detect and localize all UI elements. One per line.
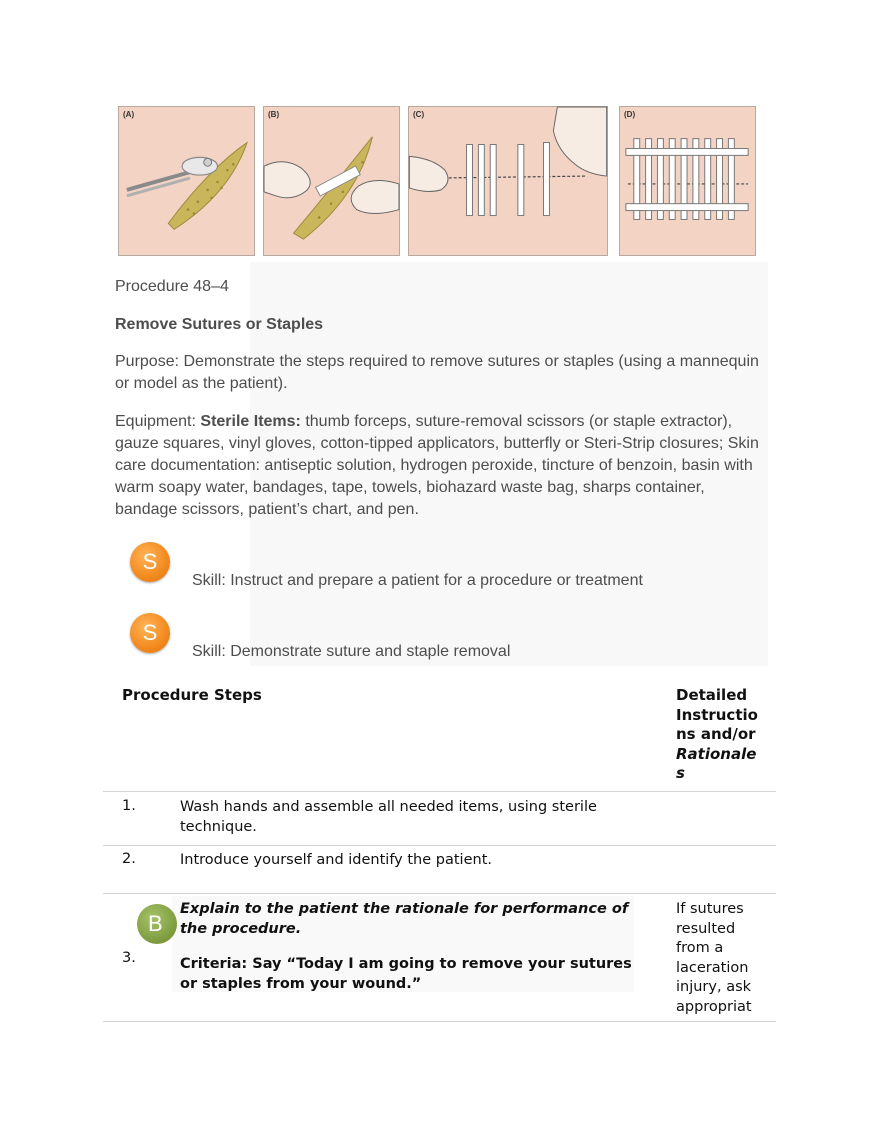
step-detail [676,900,766,1017]
figure-panel-b [263,106,400,256]
hands-applying-strip-icon [264,107,399,255]
step-line: Wash hands and assemble all needed items, using sterile [180,799,597,815]
step-number: 2. [122,851,136,867]
behavior-icon [137,904,161,944]
detail-line: injury, ask [676,979,752,995]
row-divider [103,1021,776,1022]
step-number: 3. [122,950,136,966]
equipment-prefix: Equipment: [115,413,201,430]
row-divider [103,845,776,846]
header-line: s [676,764,685,782]
equipment-list: thumb forceps, suture-removal scissors (or staple extractor), gauze squares, vinyl gloves, cotton-tipped applicators, butterfly or Steri-Strip closures; Skin care documentation: antiseptic solution, hydrogen peroxide, tincture of benzoin, basin with warm soapy water, bandages, tape, towels, biohazard waste bag, sharps container, bandage scissors, patient’s chart, and pen. [115,413,759,518]
step-text [180,851,632,871]
figure-label-c: (C) [413,110,425,119]
detail-line: laceration [676,959,749,976]
step-text [180,900,632,939]
row-divider [103,893,776,894]
step-line: the procedure. [180,920,302,937]
figure-label-b: (B) [268,110,280,119]
detail-line: If sutures [676,901,744,917]
header-line: Instructio [676,705,758,724]
detail-line: appropriat [676,998,752,1015]
step-line: Introduce yourself and identify the patient. [180,852,492,868]
step-line: Explain to the patient the rationale for performance of [180,901,629,917]
skill-icon: S [130,613,170,653]
steri-strips-application-icon [409,107,607,255]
figure-label-a: (A) [123,110,135,119]
forceps-lifting-suture-icon [119,107,254,255]
procedure-number: Procedure 48–4 [115,278,229,295]
procedure-title: Remove Sutures or Staples [115,316,324,333]
step-text [180,798,632,837]
equipment-sterile-label: Sterile Items: [200,413,301,430]
detail-line: resulted [676,920,736,937]
procedure-equipment [115,411,770,521]
step-line: technique. [180,818,257,835]
header-detailed-instructions [676,686,758,784]
criteria-line: Criteria: Say “Today I am going to remove your sutures [180,956,632,972]
skill-text: Skill: Instruct and prepare a patient for a procedure or treatment [192,572,643,589]
criteria-line: or staples from your wound.” [180,975,422,992]
procedure-purpose: Purpose: Demonstrate the steps required to remove sutures or staples (using a mannequin or model as the patient). [115,353,759,392]
behavior-icon-letter: B [137,904,177,944]
figure-label-d: (D) [624,110,636,119]
header-procedure-steps: Procedure Steps [122,686,262,704]
header-line: Detailed [676,686,748,704]
steri-strips-with-cross-strips-icon [620,107,755,255]
step-number: 1. [122,798,136,814]
step-criteria [180,955,632,994]
figure-panel-a [118,106,255,256]
detail-line: from a [676,940,724,956]
skill-icon: S [130,542,170,582]
header-line: Rationale [676,744,757,763]
figure-panel-d [619,106,756,256]
header-line: ns and/or [676,725,756,743]
row-divider [103,791,776,792]
figure-panel-c [408,106,608,256]
procedure-illustrations [118,106,758,258]
skill-text: Skill: Demonstrate suture and staple removal [192,643,511,660]
